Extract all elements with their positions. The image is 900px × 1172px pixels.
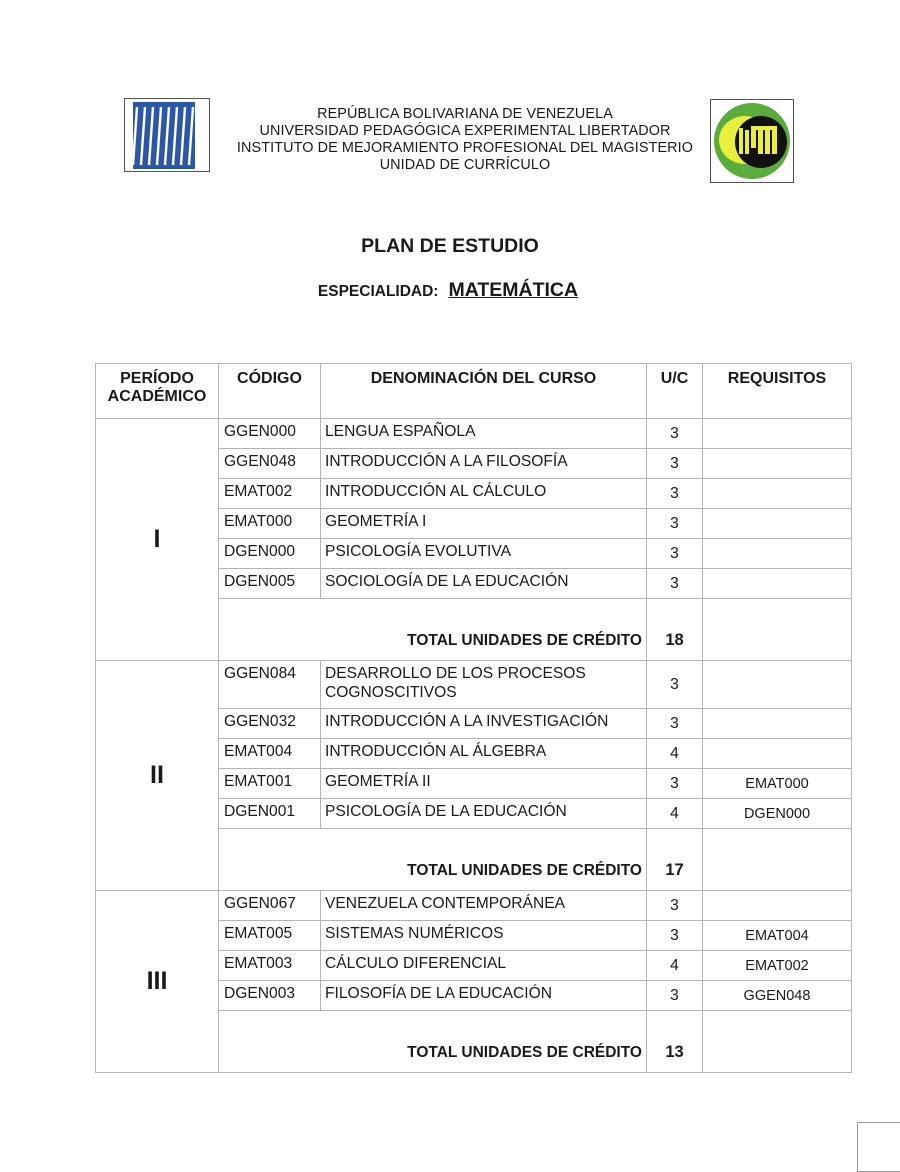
course-code: EMAT001 — [219, 769, 321, 799]
study-plan-table — [95, 363, 852, 1073]
course-uc: 3 — [647, 539, 703, 569]
course-requirement: EMAT004 — [703, 921, 852, 951]
header-line-republic: REPÚBLICA BOLIVARIANA DE VENEZUELA — [317, 106, 613, 122]
upel-logo — [124, 98, 210, 172]
course-name: GEOMETRÍA I — [321, 509, 647, 539]
course-requirement — [703, 449, 852, 479]
total-label: TOTAL UNIDADES DE CRÉDITO — [219, 599, 647, 661]
specialty-line — [0, 279, 900, 302]
course-uc: 4 — [647, 799, 703, 829]
course-name: GEOMETRÍA II — [321, 769, 647, 799]
course-code: GGEN067 — [219, 891, 321, 921]
course-requirement — [703, 661, 852, 709]
course-code: EMAT005 — [219, 921, 321, 951]
course-name: PSICOLOGÍA EVOLUTIVA — [321, 539, 647, 569]
course-code: EMAT002 — [219, 479, 321, 509]
course-uc: 3 — [647, 449, 703, 479]
upel-logo-icon — [125, 99, 209, 171]
course-uc: 3 — [647, 479, 703, 509]
table-row — [96, 661, 852, 709]
header-line-university: UNIVERSIDAD PEDAGÓGICA EXPERIMENTAL LIBERTADOR — [259, 123, 671, 139]
header-course: DENOMINACIÓN DEL CURSO — [321, 364, 647, 419]
total-empty-cell — [703, 1011, 852, 1073]
course-uc: 3 — [647, 569, 703, 599]
total-label: TOTAL UNIDADES DE CRÉDITO — [219, 829, 647, 891]
course-name: INTRODUCCIÓN A LA FILOSOFÍA — [321, 449, 647, 479]
course-requirement: EMAT002 — [703, 951, 852, 981]
course-requirement — [703, 891, 852, 921]
total-empty-cell — [703, 599, 852, 661]
course-code: GGEN000 — [219, 419, 321, 449]
course-uc: 3 — [647, 769, 703, 799]
course-code: DGEN000 — [219, 539, 321, 569]
ipm-logo — [710, 99, 794, 183]
course-code: GGEN084 — [219, 661, 321, 709]
course-name: FILOSOFÍA DE LA EDUCACIÓN — [321, 981, 647, 1011]
table-header-row — [96, 364, 852, 419]
header-requirements: REQUISITOS — [703, 364, 852, 419]
course-requirement — [703, 569, 852, 599]
period-label: I — [96, 419, 219, 661]
course-uc: 3 — [647, 419, 703, 449]
table-row — [96, 419, 852, 449]
table-row — [96, 891, 852, 921]
course-uc: 3 — [647, 981, 703, 1011]
total-value: 13 — [647, 1011, 703, 1073]
course-requirement — [703, 539, 852, 569]
course-name: CÁLCULO DIFERENCIAL — [321, 951, 647, 981]
course-name: SISTEMAS NUMÉRICOS — [321, 921, 647, 951]
course-name: VENEZUELA CONTEMPORÁNEA — [321, 891, 647, 921]
period-label: II — [96, 661, 219, 891]
course-name: INTRODUCCIÓN A LA INVESTIGACIÓN — [321, 709, 647, 739]
course-requirement — [703, 479, 852, 509]
document-title: PLAN DE ESTUDIO — [361, 235, 539, 257]
course-requirement — [703, 739, 852, 769]
course-code: GGEN032 — [219, 709, 321, 739]
course-requirement: GGEN048 — [703, 981, 852, 1011]
course-code: DGEN001 — [219, 799, 321, 829]
course-uc: 4 — [647, 951, 703, 981]
course-code: EMAT004 — [219, 739, 321, 769]
course-requirement: DGEN000 — [703, 799, 852, 829]
specialty-value: MATEMÁTICA — [448, 279, 579, 301]
course-uc: 3 — [647, 709, 703, 739]
header-line-institute: INSTITUTO DE MEJORAMIENTO PROFESIONAL DEL MAGISTERIO — [236, 140, 694, 156]
course-requirement — [703, 509, 852, 539]
total-value: 17 — [647, 829, 703, 891]
course-uc: 3 — [647, 921, 703, 951]
course-name: LENGUA ESPAÑOLA — [321, 419, 647, 449]
course-requirement — [703, 709, 852, 739]
institution-header — [220, 106, 710, 174]
ipm-logo-icon — [711, 100, 793, 182]
course-name: INTRODUCCIÓN AL CÁLCULO — [321, 479, 647, 509]
header-line-unit: UNIDAD DE CURRÍCULO — [379, 157, 551, 173]
course-requirement: EMAT000 — [703, 769, 852, 799]
total-label: TOTAL UNIDADES DE CRÉDITO — [219, 1011, 647, 1073]
course-code: GGEN048 — [219, 449, 321, 479]
course-code: DGEN005 — [219, 569, 321, 599]
course-name: PSICOLOGÍA DE LA EDUCACIÓN — [321, 799, 647, 829]
period-label: III — [96, 891, 219, 1073]
course-requirement — [703, 419, 852, 449]
course-uc: 3 — [647, 509, 703, 539]
header-uc: U/C — [647, 364, 703, 419]
total-value: 18 — [647, 599, 703, 661]
course-uc: 3 — [647, 661, 703, 709]
course-name: DESARROLLO DE LOS PROCESOS COGNOSCITIVOS — [321, 661, 647, 709]
specialty-label: ESPECIALIDAD: — [317, 283, 439, 300]
course-uc: 3 — [647, 891, 703, 921]
course-name: INTRODUCCIÓN AL ÁLGEBRA — [321, 739, 647, 769]
course-code: DGEN003 — [219, 981, 321, 1011]
course-code: EMAT000 — [219, 509, 321, 539]
header-code: CÓDIGO — [219, 364, 321, 419]
course-code: EMAT003 — [219, 951, 321, 981]
course-name: SOCIOLOGÍA DE LA EDUCACIÓN — [321, 569, 647, 599]
total-empty-cell — [703, 829, 852, 891]
course-uc: 4 — [647, 739, 703, 769]
header-period: PERÍODO ACADÉMICO — [96, 364, 219, 419]
